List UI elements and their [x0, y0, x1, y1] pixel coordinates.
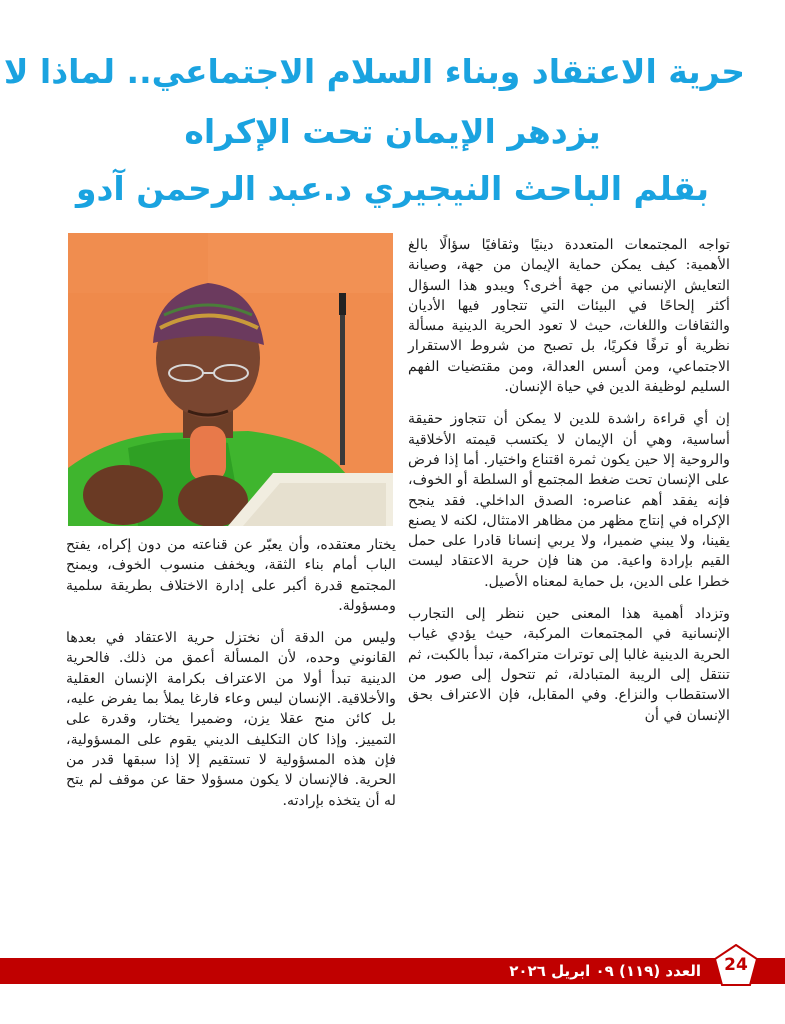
issue-info: العدد (١١٩) ٠٩ ابريل ٢٠٢٦ — [509, 962, 701, 980]
article-paragraph: وليس من الدقة أن نختزل حرية الاعتقاد في بعدها القانوني وحده، لأن المسألة أعمق من ذلك. فالحرية الدينية تبدأ أولا من الاعتراف بكرامة الإنسان العقلية والأخلاقية. الإنسان ليس وعاء فارغا يملأ بما يفرض عليه، بل كائن منح عقلا يزن، وضميرا يختار، وقدرة على التمييز. وإذا كان التكليف الديني يقوم على المسؤولية، فإن هذه المسؤولية لا تستقيم إلا إذا سبقها قدر من الحرية. فالإنسان لا يكون مسؤولا حقا عن موقف لم يتح له أن يتخذه بإرادته. — [66, 630, 396, 809]
article-paragraph: إن أي قراءة راشدة للدين لا يمكن أن تتجاوز حقيقة أساسية، وهي أن الإيمان لا يكتسب قيمته الأخلاقية والروحية إلا حين يكون ثمرة اقتناع واختيار. أما إذا فرض على الإنسان تحت ضغط المجتمع أو السلطة أو الخوف، فإنه يفقد أهم عناصره: الصدق الداخلي. فقد ينجح الإكراه في إنتاج مظهر من مظاهر الامتثال، لكنه لا يصنع يقينا، ولا يبني ضميرا، ولا يربي إنسانا قادرا على حمل القيم بإرادة واعية. من هنا فإن حرية الاعتقاد ليست خطرا على الدين، بل حماية لمعناه الأصيل. — [408, 411, 730, 590]
article-column-right — [408, 235, 730, 738]
article-paragraph: تواجه المجتمعات المتعددة دينيًا وثقافيًا سؤالًا بالغ الأهمية: كيف يمكن حماية الإيمان من جهة، وصيانة التعايش الإنساني من جهة أخرى؟ ويبدو هذا السؤال أكثر إلحاحًا في البيئات التي تتجاور فيها الأديان والثقافات واللغات، حيث لا تعود الحرية الدينية مسألة نظرية أو ترفًا فكريًا، بل تصبح من شروط الاستقرار الاجتماعي، ومن أسس العدالة، ومن مقتضيات الفهم السليم لوظيفة الدين في حياة الإنسان. — [408, 237, 730, 396]
page-number: 24 — [724, 955, 748, 975]
article-paragraph: يختار معتقده، وأن يعبّر عن قناعته من دون إكراه، يفتح الباب أمام بناء الثقة، ويخفف منسوب الخوف، ويمنح المجتمع قدرة أكبر على إدارة الاختلاف بطريقة سلمية ومسؤولة. — [66, 537, 396, 614]
article-paragraph: وتزداد أهمية هذا المعنى حين ننظر إلى التجارب الإنسانية في المجتمعات المركبة، حيث يؤدي غياب الحرية الدينية غالبا إلى توترات متراكمة، تبدأ بالكبت، ثم تنتقل إلى الريبة المتبادلة، ثم تتحول إلى صور من الاستقطاب والنزاع. وفي المقابل، فإن الاعتراف بحق الإنسان في أن — [408, 606, 730, 724]
author-photo-illustration — [68, 233, 393, 526]
article-column-left — [66, 535, 396, 823]
article-title-line-2: يزدهر الإيمان تحت الإكراه — [184, 112, 601, 151]
author-photo — [68, 233, 393, 526]
article-title-line-1: حرية الاعتقاد وبناء السلام الاجتماعي.. لماذا لا — [3, 52, 745, 91]
article-byline: بقلم الباحث النيجيري د.عبد الرحمن آدو — [75, 169, 710, 208]
